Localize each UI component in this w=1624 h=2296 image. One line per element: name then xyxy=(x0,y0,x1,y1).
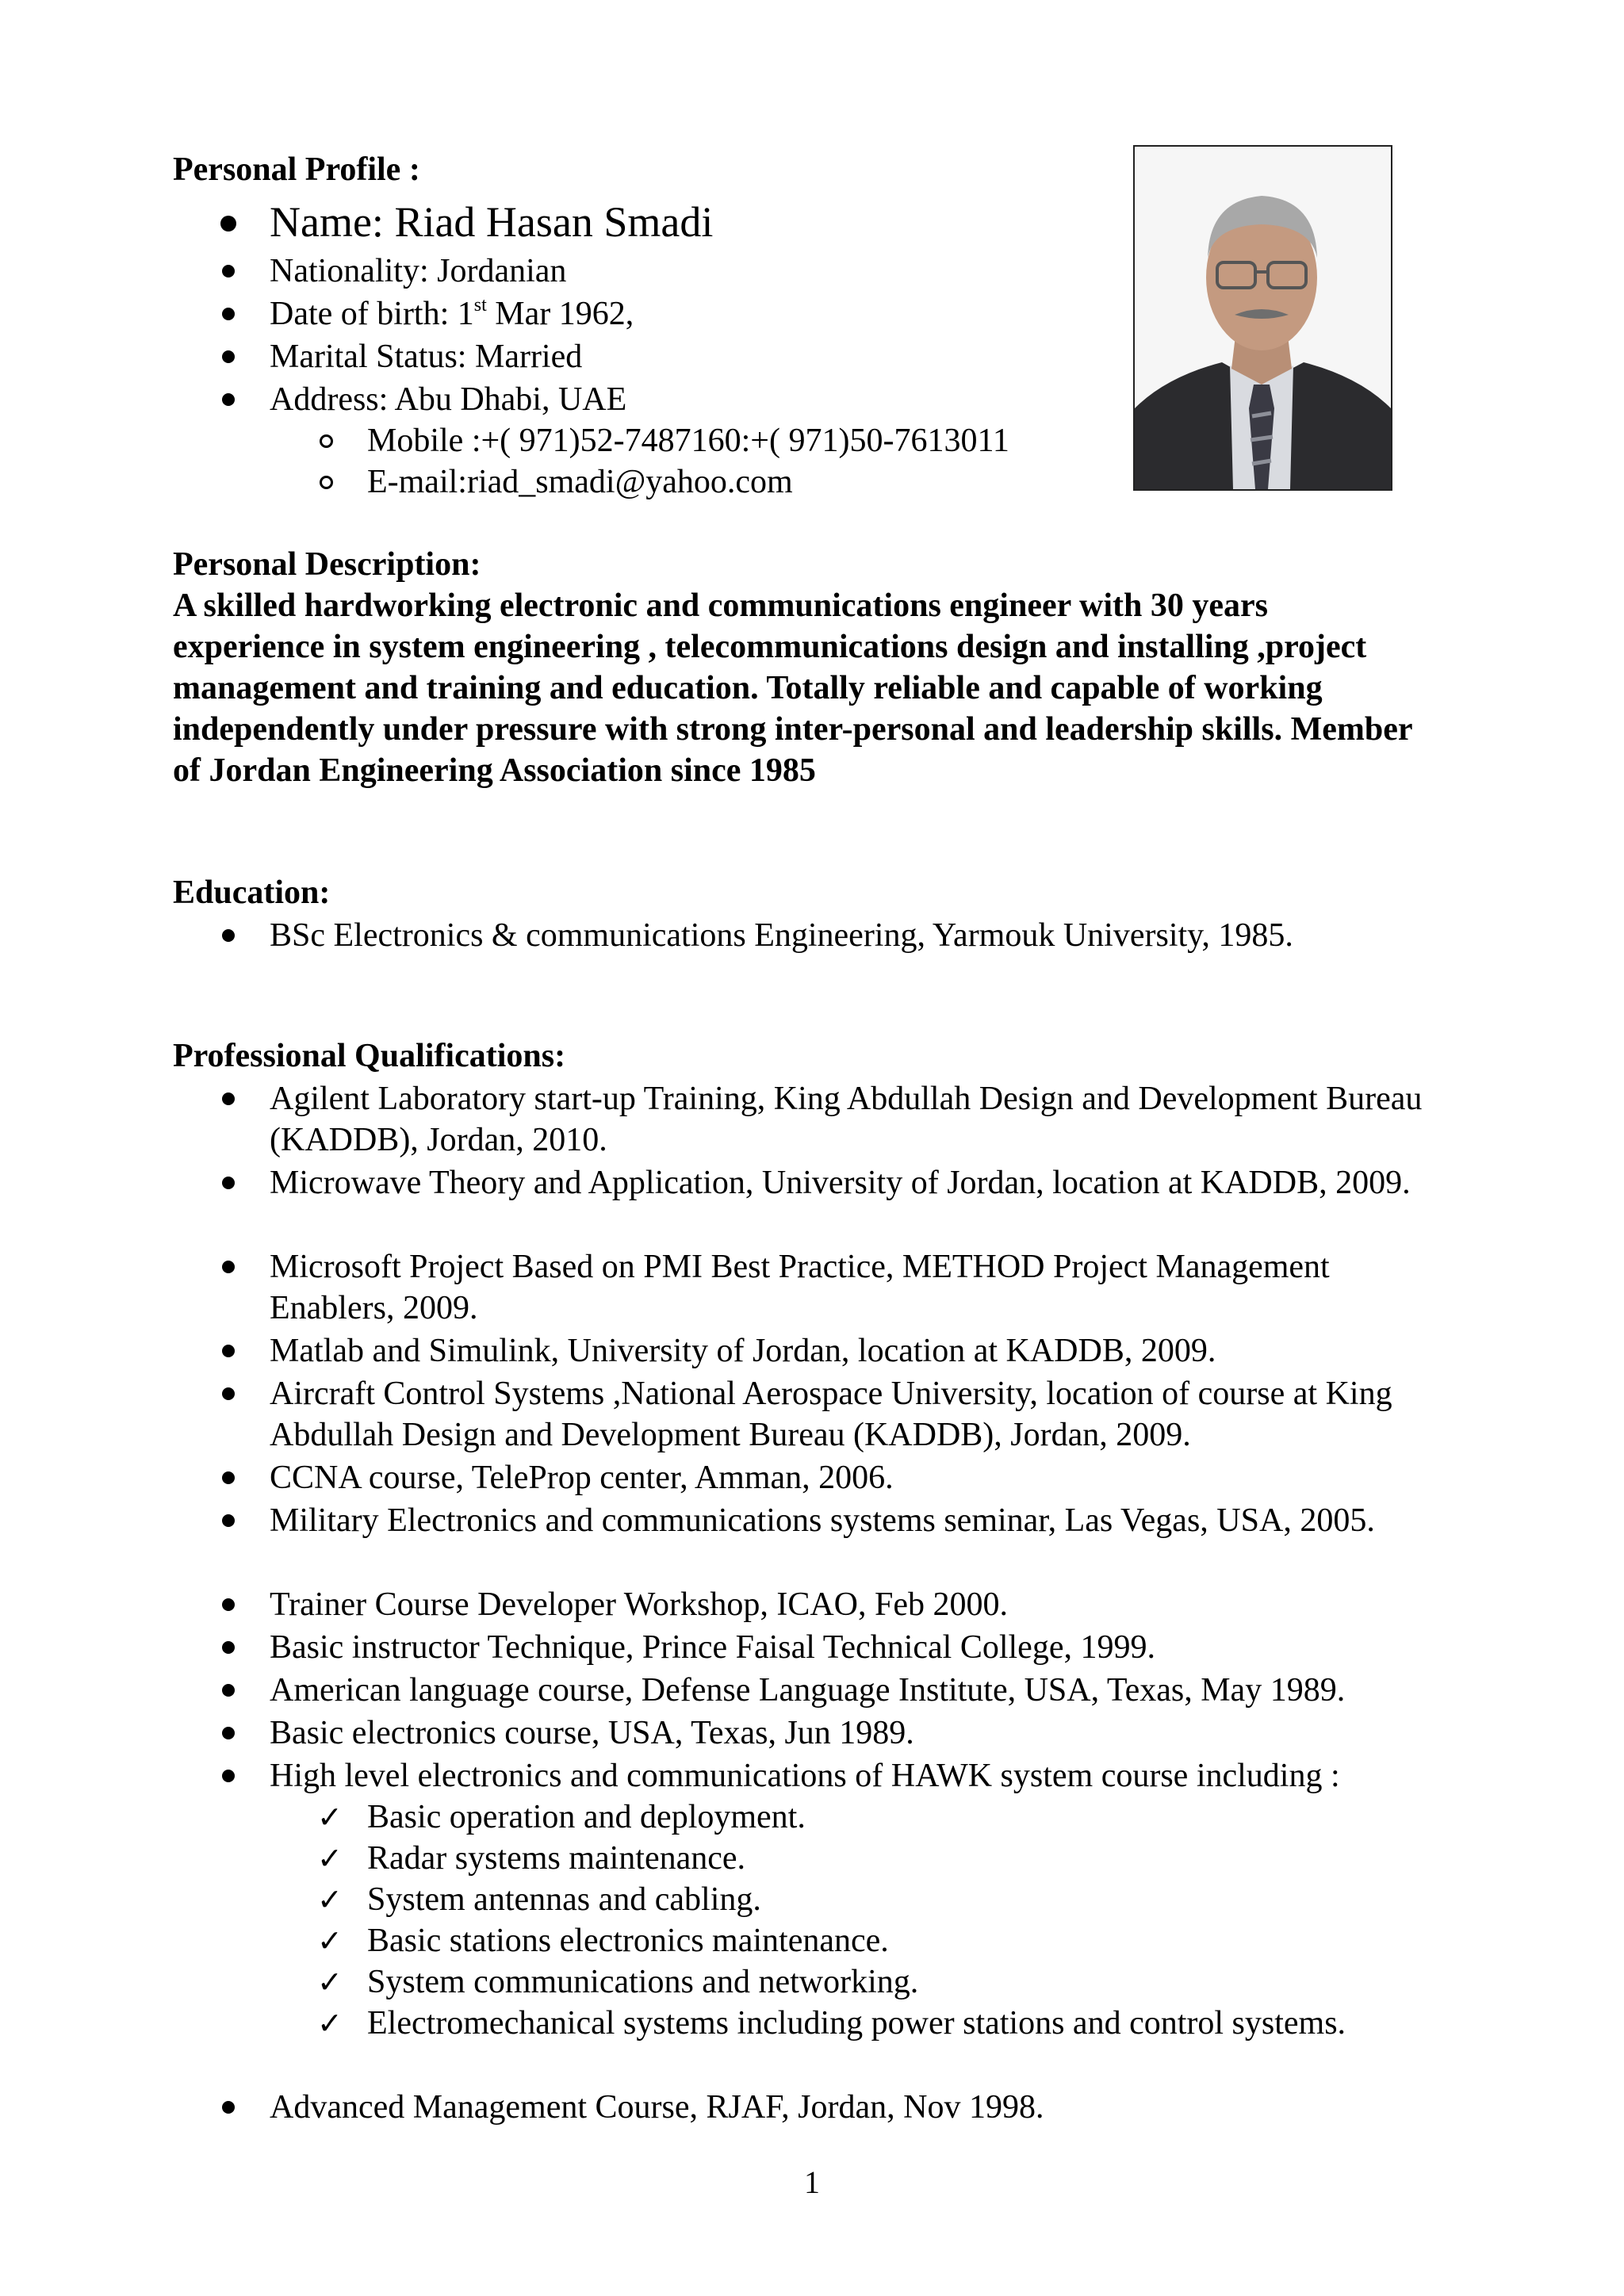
bullet-icon xyxy=(222,1093,235,1105)
bullet-icon xyxy=(222,1261,235,1273)
qualification-item: Microsoft Project Based on PMI Best Practice, METHOD Project Management Enablers, 2009. xyxy=(270,1249,1330,1326)
bullet-icon xyxy=(222,308,235,320)
bullet-icon xyxy=(220,216,236,232)
profile-dob xyxy=(270,293,634,335)
qualification-item: Advanced Management Course, RJAF, Jordan, Nov 1998. xyxy=(270,2089,1044,2126)
profile-marital-status: Marital Status: Married xyxy=(270,339,583,375)
education-item: BSc Electronics & communications Engineering, Yarmouk University, 1985. xyxy=(270,917,1293,954)
education-heading: Education: xyxy=(173,874,331,911)
personal-description-heading: Personal Description: xyxy=(173,546,481,583)
bullet-icon xyxy=(222,1514,235,1527)
checkmark-icon: ✓ xyxy=(317,1841,343,1876)
checkmark-icon: ✓ xyxy=(317,1923,343,1958)
profile-nationality: Nationality: Jordanian xyxy=(270,253,567,289)
qualification-item: High level electronics and communications of HAWK system course including : xyxy=(270,1758,1340,1794)
hawk-subitem: Electromechanical systems including power stations and control systems. xyxy=(367,2005,1346,2042)
profile-email[interactable]: E-mail:riad_smadi@yahoo.com xyxy=(367,464,793,500)
bullet-icon xyxy=(222,265,235,277)
qualification-item: Trainer Course Developer Workshop, ICAO, Feb 2000. xyxy=(270,1586,1009,1623)
hawk-subitem: Radar systems maintenance. xyxy=(367,1840,746,1877)
hawk-subitem: Basic operation and deployment. xyxy=(367,1799,806,1835)
circle-bullet-icon xyxy=(320,434,333,448)
dob-prefix: Date of birth: 1 xyxy=(270,296,474,332)
qualification-item: American language course, Defense Language Institute, USA, Texas, May 1989. xyxy=(270,1672,1346,1709)
qualification-item: Matlab and Simulink, University of Jordan, location at KADDB, 2009. xyxy=(270,1333,1216,1369)
checkmark-icon: ✓ xyxy=(317,1882,343,1917)
checkmark-icon: ✓ xyxy=(317,2006,343,2041)
bullet-icon xyxy=(222,929,235,942)
qualification-item: CCNA course, TeleProp center, Amman, 2006. xyxy=(270,1460,894,1496)
qualification-item: Microwave Theory and Application, University of Jordan, location at KADDB, 2009. xyxy=(270,1165,1411,1201)
bullet-icon xyxy=(222,1177,235,1189)
checkmark-icon: ✓ xyxy=(317,1965,343,1999)
bullet-icon xyxy=(222,1471,235,1484)
profile-mobile: Mobile :+( 971)52-7487160:+( 971)50-7613011 xyxy=(367,423,1009,459)
bullet-icon xyxy=(222,1770,235,1782)
bullet-icon xyxy=(222,1641,235,1654)
circle-bullet-icon xyxy=(320,476,333,489)
bullet-icon xyxy=(222,1727,235,1739)
personal-description-text: A skilled hardworking electronic and communications engineer with 30 years experience in system engineering , telecommunications design and installing ,project management and training and education. Totally reliable and capable of working independently under pressure with strong inter-personal and leadership skills. Member of Jordan Engineering Association since 1985 xyxy=(173,587,1412,789)
page-number: 1 xyxy=(804,2164,820,2200)
bullet-icon xyxy=(222,1387,235,1400)
profile-name: Name: Riad Hasan Smadi xyxy=(270,198,714,246)
qualifications-heading: Professional Qualifications: xyxy=(173,1038,566,1074)
bullet-icon xyxy=(222,1598,235,1611)
profile-photo xyxy=(1133,145,1392,491)
qualification-item: Military Electronics and communications systems seminar, Las Vegas, USA, 2005. xyxy=(270,1502,1375,1539)
hawk-subitem: System communications and networking. xyxy=(367,1964,919,2000)
qualification-item: Basic electronics course, USA, Texas, Jun 1989. xyxy=(270,1715,914,1751)
hawk-subitem: System antennas and cabling. xyxy=(367,1881,761,1918)
qualification-item: Agilent Laboratory start-up Training, King Abdullah Design and Development Bureau (KADDB), Jordan, 2010. xyxy=(270,1081,1423,1158)
dob-date: Mar 1962, xyxy=(486,296,634,332)
checkmark-icon: ✓ xyxy=(317,1800,343,1835)
dob-suffix-ordinal: st xyxy=(473,295,487,316)
bullet-icon xyxy=(222,393,235,406)
bullet-icon xyxy=(222,1345,235,1357)
bullet-icon xyxy=(222,1684,235,1697)
qualification-item: Aircraft Control Systems ,National Aerospace University, location of course at King Abdullah Design and Development Bureau (KADDB), Jordan, 2009. xyxy=(270,1376,1392,1453)
hawk-subitem: Basic stations electronics maintenance. xyxy=(367,1923,889,1959)
bullet-icon xyxy=(222,350,235,363)
personal-profile-heading: Personal Profile : xyxy=(173,151,420,188)
bullet-icon xyxy=(222,2101,235,2114)
person-portrait-icon xyxy=(1135,147,1391,489)
qualification-item: Basic instructor Technique, Prince Faisal Technical College, 1999. xyxy=(270,1629,1155,1666)
profile-address: Address: Abu Dhabi, UAE xyxy=(270,381,627,418)
